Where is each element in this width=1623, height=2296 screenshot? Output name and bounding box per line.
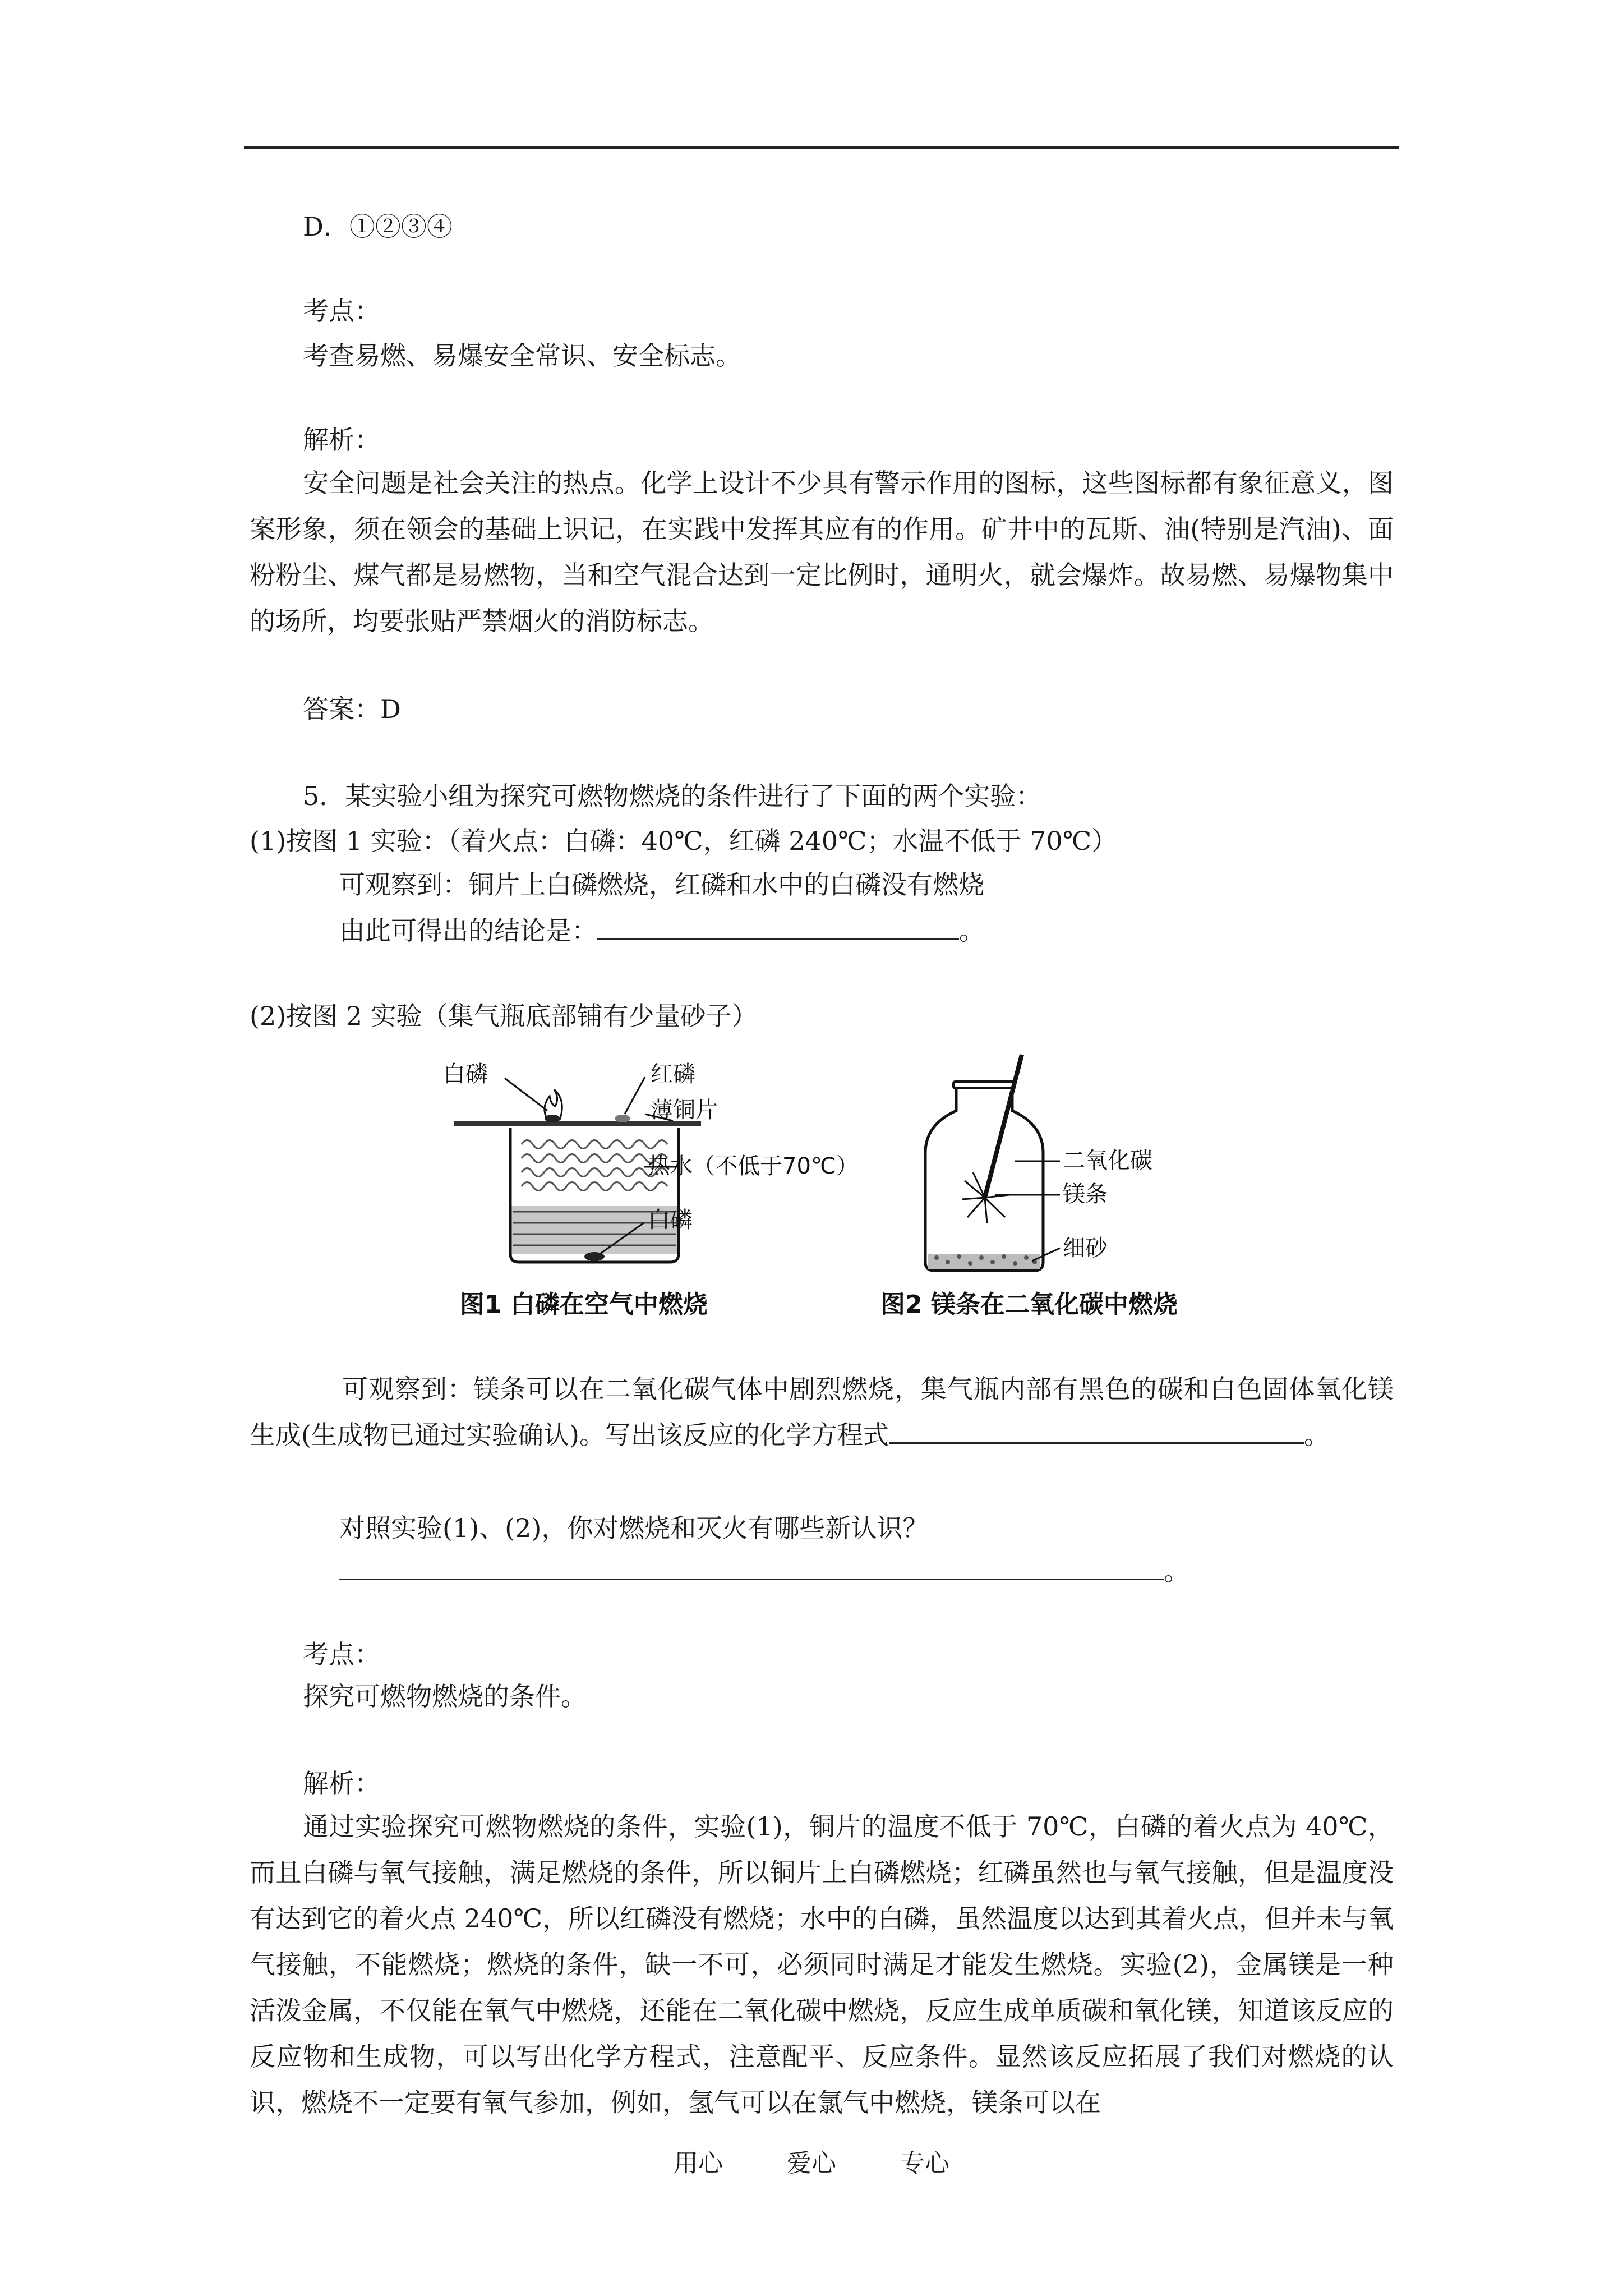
q5-compare: 对照实验(1)、(2)，你对燃烧和灭火有哪些新认识？ xyxy=(339,1513,929,1543)
fig1-label-hot-water: 热水（不低于70℃） xyxy=(648,1153,859,1179)
equation-blank[interactable] xyxy=(889,1418,1304,1444)
bottle-mouth xyxy=(953,1082,1015,1088)
fig2-caption: 图2 镁条在二氧化碳中燃烧 xyxy=(880,1290,1178,1319)
red-phosphorus xyxy=(615,1115,630,1122)
gas-bottle xyxy=(925,1087,1043,1271)
fig2-label-mg: 镁条 xyxy=(1063,1181,1108,1207)
white-phosphorus-on-sheet xyxy=(545,1115,560,1122)
compare-period: 。 xyxy=(1164,1556,1189,1586)
fig2-label-co2: 二氧化碳 xyxy=(1063,1148,1152,1174)
figure-2 xyxy=(875,1055,1189,1335)
q5-observe1: 可观察到：铜片上白磷燃烧，红磷和水中的白磷没有燃烧 xyxy=(339,869,984,900)
footer xyxy=(0,2143,1623,2179)
conclusion-prefix: 由此可得出的结论是： xyxy=(339,915,597,946)
conclusion-period: 。 xyxy=(959,915,985,946)
equation-period: 。 xyxy=(1303,1420,1330,1450)
burning-spark-icon xyxy=(962,1172,1009,1223)
jiexi-text-1: 安全问题是社会关注的热点。化学上设计不少具有警示作用的图标，这些图标都有象征意义，图案形象，须在领会的基础上识记，在实践中发挥其应有的作用。矿井中的瓦斯、油(特别是汽油)、面粉粉尘、煤气都是易燃物，当和空气混合达到一定比例时，通明火，就会爆炸。故易燃、易爆物集中的场所，均要张贴严禁烟火的消防标志。 xyxy=(250,468,1394,636)
new-understanding-blank[interactable] xyxy=(339,1554,1164,1580)
option-d: D．①②③④ xyxy=(303,211,453,242)
fig1-label-red-p: 红磷 xyxy=(651,1061,695,1087)
magnesium-ribbon xyxy=(985,1055,1022,1198)
conclusion-blank[interactable] xyxy=(597,913,959,940)
footer-item-1: 用心 xyxy=(674,2149,723,2178)
sand-layer xyxy=(928,1254,1040,1269)
fig2-label-sand: 细砂 xyxy=(1063,1235,1108,1261)
footer-item-2: 爱心 xyxy=(787,2149,836,2178)
q5-compare-answer-line xyxy=(339,1554,1189,1588)
kaodian-text-1: 考查易燃、易爆安全常识、安全标志。 xyxy=(303,341,741,371)
answer-1: 答案：D xyxy=(303,694,401,724)
fig1-caption: 图1 白磷在空气中燃烧 xyxy=(460,1290,708,1319)
footer-item-3: 专心 xyxy=(900,2149,949,2178)
jiexi-text-2: 通过实验探究可燃物燃烧的条件，实验(1)，铜片的温度不低于 70℃，白磷的着火点为 40℃，而且白磷与氧气接触，满足燃烧的条件，所以铜片上白磷燃烧；红磷虽然也与氧气接触，但是温度没有达到它的着火点 240℃，所以红磷没有燃烧；水中的白磷，虽然温度以达到其着火点，但并未与氧气接触，不能燃烧；燃烧的条件，缺一不可，必须同时满足才能发生燃烧。实验(2)，金属镁是一种活泼金属，不仅能在氧气中燃烧，还能在二氧化碳中燃烧，反应生成单质碳和氧化镁，知道该反应的反应物和生成物，可以写出化学方程式，注意配平、反应条件。显然该反应拓展了我们对燃烧的认识，燃烧不一定要有氧气参加，例如，氢气可以在氯气中燃烧，镁条可以在 xyxy=(250,1811,1394,2118)
fig1-label-copper: 薄铜片 xyxy=(651,1097,718,1123)
jiexi-label-2: 解析： xyxy=(303,1768,380,1798)
jiexi-label-1: 解析： xyxy=(303,425,380,455)
kaodian-label-2: 考点： xyxy=(303,1639,380,1669)
header-rule xyxy=(244,146,1399,149)
q5-part2: (2)按图 2 实验（集气瓶底部铺有少量砂子） xyxy=(250,1001,758,1031)
q5-conclusion-line xyxy=(339,913,985,947)
fig1-label-white-p-bottom: 白磷 xyxy=(648,1207,693,1233)
kaodian-text-2: 探究可燃物燃烧的条件。 xyxy=(303,1681,587,1711)
fig1-label-white-p-top: 白磷 xyxy=(443,1061,488,1087)
observe2-text: 可观察到：镁条可以在二氧化碳气体中剧烈燃烧，集气瓶内部有黑色的碳和白色固体氧化镁生成(生成物已通过实验确认)。写出该反应的化学方程式 xyxy=(250,1374,1394,1450)
kaodian-label-1: 考点： xyxy=(303,296,380,326)
q5-observe2 xyxy=(250,1366,1394,1458)
q5-part1: (1)按图 1 实验：（着火点：白磷：40℃，红磷 240℃；水温不低于 70℃） xyxy=(250,826,1118,856)
q5-stem: 5．某实验小组为探究可燃物燃烧的条件进行了下面的两个实验： xyxy=(303,781,1042,811)
figure-1 xyxy=(437,1055,859,1335)
